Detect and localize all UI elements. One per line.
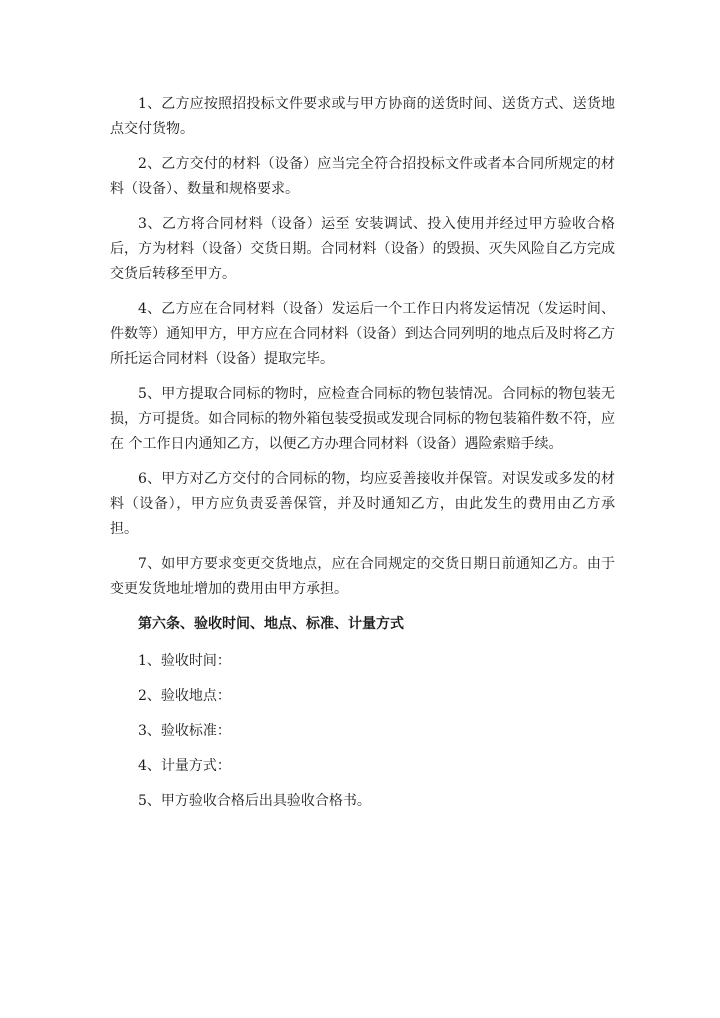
list-item-inspection-standard: 3、验收标准： <box>138 723 231 739</box>
paragraph-3: 3、乙方将合同材料（设备）运至 安装调试、投入使用并经过甲方验收合格后，方为材料（设备）交货日期。合同材料（设备）的毁损、灭失风险自乙方完成交货后转移至甲方。 <box>110 216 615 282</box>
list-item-inspection-location: 2、验收地点： <box>138 688 231 704</box>
list-item-inspection-time: 1、验收时间： <box>138 653 231 669</box>
paragraph-6: 6、甲方对乙方交付的合同标的物，均应妥善接收并保管。对误发或多发的材料（设备），甲方应负责妥善保管，并及时通知乙方，由此发生的费用由乙方承担。 <box>110 471 615 537</box>
paragraph-2: 2、乙方交付的材料（设备）应当完全符合招投标文件或者本合同所规定的材料（设备）、数量和规格要求。 <box>110 156 615 197</box>
section-heading: 第六条、验收时间、地点、标准、计量方式 <box>138 616 404 632</box>
document-page <box>110 92 615 824</box>
paragraph-7: 7、如甲方要求变更交货地点，应在合同规定的交货日期日前通知乙方。由于变更发货地址增加的费用由甲方承担。 <box>110 556 615 597</box>
list-item-acceptance-certificate: 5、甲方验收合格后出具验收合格书。 <box>138 793 371 809</box>
list-item-measurement-method: 4、计量方式： <box>138 758 231 774</box>
paragraph-4: 4、乙方应在合同材料（设备）发运后一个工作日内将发运情况（发运时间、件数等）通知甲方，甲方应在合同材料（设备）到达合同列明的地点后及时将乙方所托运合同材料（设备）提取完毕。 <box>110 301 615 367</box>
paragraph-1: 1、乙方应按照招投标文件要求或与甲方协商的送货时间、送货方式、送货地点交付货物。 <box>110 96 615 137</box>
paragraph-5: 5、甲方提取合同标的物时，应检查合同标的物包装情况。合同标的物包装无损，方可提货。如合同标的物外箱包装受损或发现合同标的物包装箱件数不符，应在 个工作日内通知乙方，以便乙方办理合同材料（设备）遇险索赔手续。 <box>110 386 615 452</box>
